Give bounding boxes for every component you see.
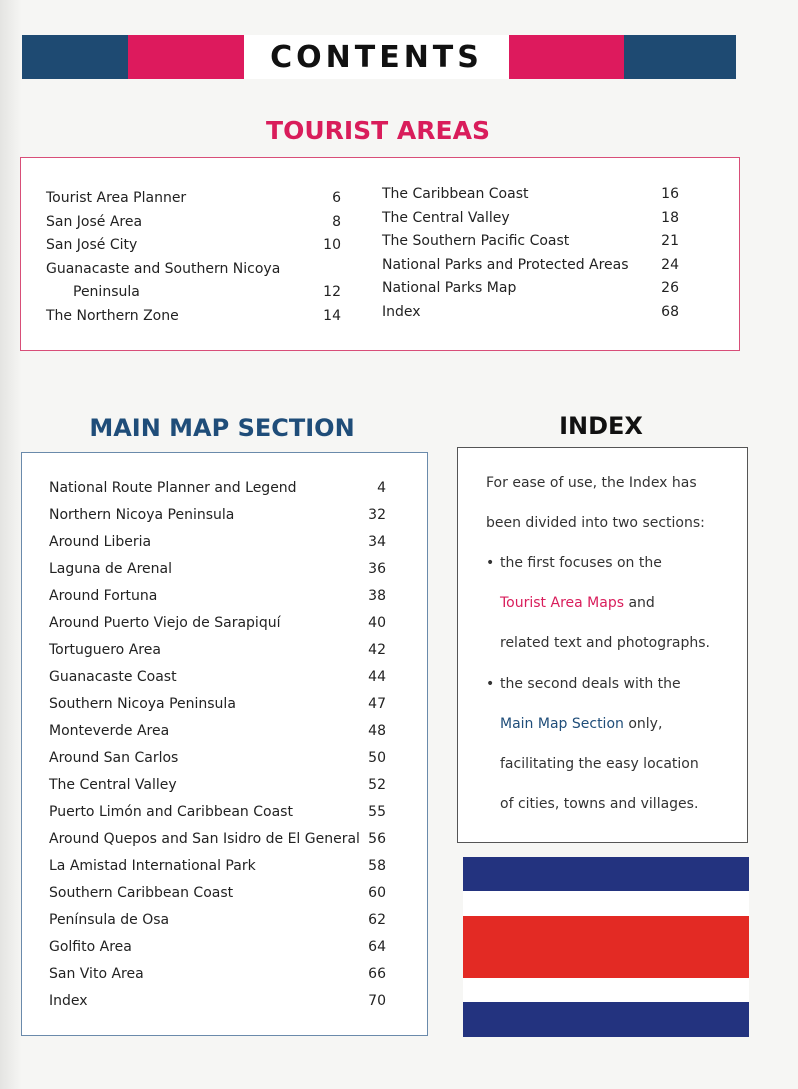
toc-entry[interactable] [46,305,341,329]
index-text-fragment: and [624,595,655,611]
toc-page: 42 [368,642,386,658]
toc-entry[interactable] [382,277,679,301]
toc-page: 66 [368,966,386,982]
toc-entry[interactable] [382,301,679,325]
toc-entry[interactable] [49,556,386,583]
toc-page: 68 [661,303,679,320]
toc-label: National Parks and Protected Areas [382,256,629,273]
index-text-line: related text and photographs. [500,635,710,651]
toc-label: National Route Planner and Legend [49,480,297,496]
toc-label: Guanacaste and Southern Nicoya [46,260,281,277]
toc-entry[interactable] [382,254,679,278]
toc-page: 44 [368,669,386,685]
toc-label: Puerto Limón and Caribbean Coast [49,804,293,820]
toc-label: The Southern Pacific Coast [382,233,570,249]
index-text-line: the second deals with the [500,676,681,692]
flag-white-stripe-bottom [463,978,749,1002]
bullet-icon: • [486,676,495,692]
toc-entry[interactable] [49,988,386,1015]
toc-label: San José City [46,237,138,253]
toc-label: La Amistad International Park [49,858,256,874]
tourist-areas-right-column [382,183,679,324]
toc-page: 55 [368,804,386,820]
toc-page: 21 [661,233,679,249]
toc-label: San Vito Area [49,966,144,982]
toc-entry[interactable] [49,691,386,718]
toc-label: Index [382,303,421,320]
toc-entry[interactable] [49,934,386,961]
toc-label: Tourist Area Planner [46,190,187,206]
page-title: CONTENTS [270,40,483,75]
toc-label: Golfito Area [49,939,132,955]
header-navy-block-left [22,35,128,79]
toc-page: 12 [323,284,341,300]
toc-label: Around Liberia [49,534,152,550]
toc-label: Index [49,993,88,1009]
header-red-block-right [509,35,624,79]
toc-entry[interactable] [49,718,386,745]
toc-entry[interactable] [49,664,386,691]
toc-entry[interactable] [46,234,341,258]
toc-label: Guanacaste Coast [49,669,177,685]
toc-page: 60 [368,885,386,901]
toc-page: 16 [661,186,679,202]
toc-page: 36 [368,561,386,577]
toc-label: National Parks Map [382,280,517,296]
toc-entry[interactable] [382,207,679,231]
toc-page: 50 [368,750,386,766]
toc-label: Southern Caribbean Coast [49,885,234,901]
toc-entry[interactable] [46,187,341,211]
toc-entry[interactable] [49,880,386,907]
toc-label: Península de Osa [49,912,170,928]
toc-label: Around San Carlos [49,750,179,766]
header-red-block-left [128,35,244,79]
toc-entry[interactable] [49,799,386,826]
tourist-areas-heading: TOURIST AREAS [266,116,490,145]
index-text-line: For ease of use, the Index has [486,475,697,491]
index-text-line [500,595,655,611]
toc-page: 8 [332,213,341,230]
toc-entry[interactable] [49,826,386,853]
toc-entry[interactable] [49,475,386,502]
toc-page: 18 [661,209,679,226]
toc-page: 24 [661,256,679,273]
toc-page: 10 [323,237,341,253]
toc-entry[interactable] [49,529,386,556]
toc-entry[interactable] [382,183,679,207]
toc-page: 70 [368,993,386,1009]
toc-page: 40 [368,615,386,631]
toc-entry[interactable] [46,211,341,235]
toc-label: The Northern Zone [46,307,179,324]
toc-page: 62 [368,912,386,928]
tourist-area-maps-link[interactable]: Tourist Area Maps [500,595,624,611]
toc-entry[interactable] [46,281,341,305]
toc-entry[interactable] [49,772,386,799]
toc-entry[interactable] [49,637,386,664]
toc-entry[interactable] [49,610,386,637]
bullet-icon: • [486,555,495,571]
index-text-line: been divided into two sections: [486,515,705,531]
toc-page: 38 [368,588,386,604]
toc-entry[interactable] [382,230,679,254]
toc-page: 32 [368,507,386,523]
main-map-section-link[interactable]: Main Map Section [500,716,624,732]
toc-page: 26 [661,280,679,296]
flag-blue-stripe-top [463,857,749,891]
toc-entry[interactable] [49,745,386,772]
header-navy-block-right [624,35,736,79]
toc-page: 48 [368,723,386,739]
toc-label: Peninsula [73,284,140,300]
toc-entry[interactable] [49,907,386,934]
index-text-line: the first focuses on the [500,555,662,571]
toc-label: San José Area [46,213,143,230]
toc-page: 4 [377,480,386,496]
flag-red-stripe [463,916,749,978]
main-map-box [21,452,428,1036]
costa-rica-flag [463,857,749,1037]
toc-entry[interactable] [49,502,386,529]
toc-page: 64 [368,939,386,955]
toc-page: 52 [368,777,386,793]
toc-entry[interactable] [49,583,386,610]
toc-label: Northern Nicoya Peninsula [49,507,235,523]
tourist-areas-left-column [46,187,341,328]
contents-header-bar [22,35,736,79]
toc-entry[interactable] [49,853,386,880]
index-heading: INDEX [559,412,643,440]
main-map-list [49,475,386,1015]
tourist-areas-box [20,157,740,351]
toc-label: Around Fortuna [49,588,158,604]
flag-blue-stripe-bottom [463,1002,749,1037]
toc-label: Southern Nicoya Peninsula [49,696,236,712]
toc-page: 34 [368,534,386,550]
index-description-box [457,447,748,843]
toc-page: 58 [368,858,386,874]
index-text-line [500,716,662,732]
index-text-line: facilitating the easy location [500,756,699,772]
toc-label: Monteverde Area [49,723,170,739]
page-edge-shadow [0,0,22,1089]
toc-entry[interactable] [46,258,341,282]
toc-page: 6 [332,190,341,206]
toc-label: Laguna de Arenal [49,561,172,577]
toc-label: The Central Valley [382,209,510,226]
toc-label: Around Puerto Viejo de Sarapiquí [49,615,281,631]
toc-page: 47 [368,696,386,712]
toc-page: 56 [368,831,386,847]
toc-label: Around Quepos and San Isidro de El General [49,831,360,847]
toc-label: Tortuguero Area [49,642,161,658]
toc-label: The Central Valley [49,777,177,793]
main-map-heading: MAIN MAP SECTION [89,414,355,442]
toc-page: 14 [323,307,341,324]
index-text-fragment: only, [623,716,663,732]
index-text-line: of cities, towns and villages. [500,796,699,812]
toc-label: The Caribbean Coast [382,186,529,202]
flag-white-stripe-top [463,891,749,916]
toc-entry[interactable] [49,961,386,988]
